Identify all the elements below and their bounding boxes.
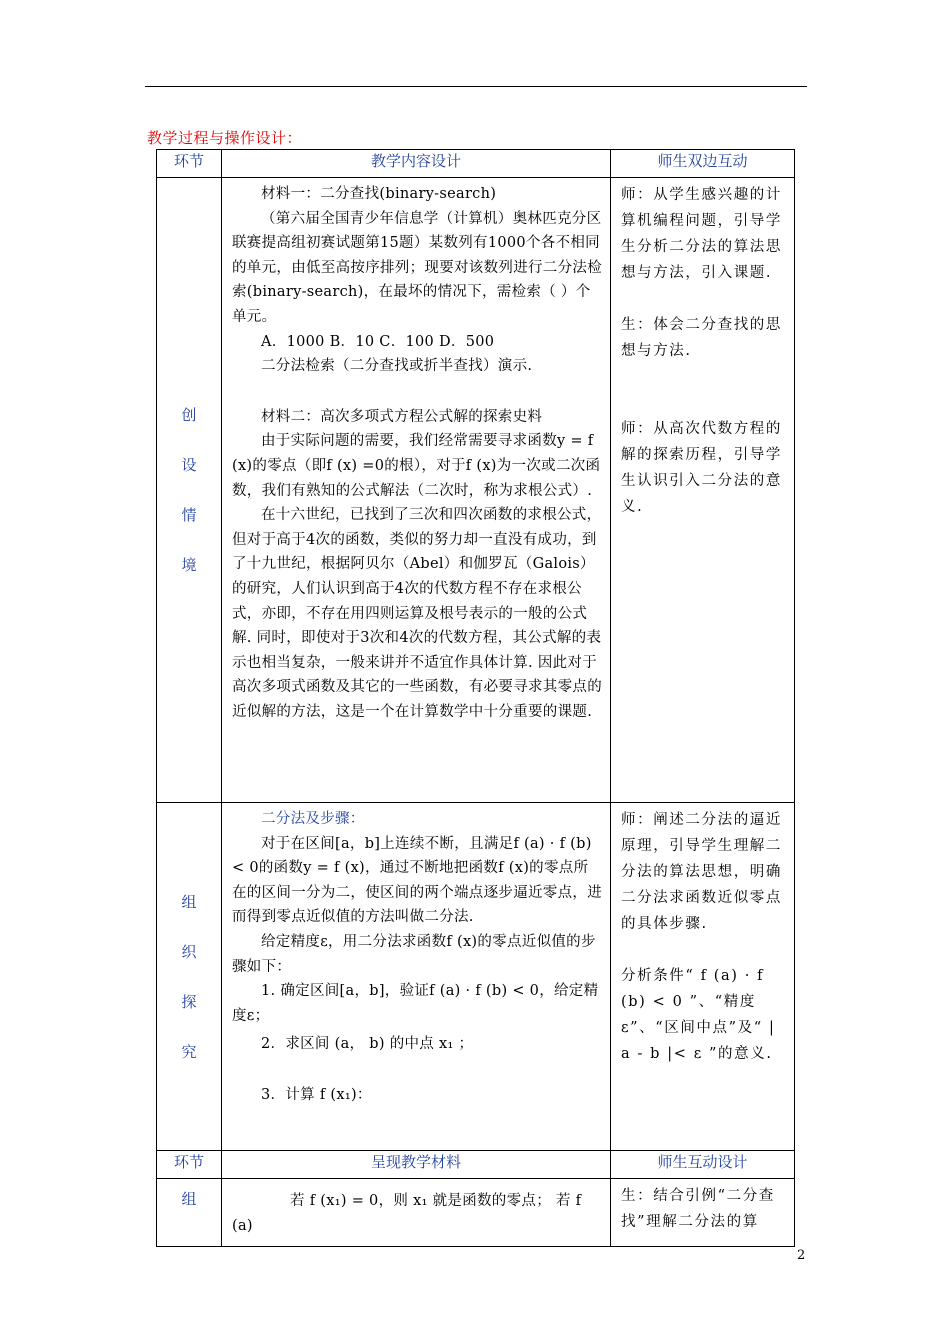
lesson-table	[156, 149, 795, 1247]
interaction-cell-3	[611, 1179, 795, 1247]
stage-char: 探	[181, 992, 197, 1011]
header2-interaction: 师生互动设计	[611, 1151, 795, 1179]
header-content: 教学内容设计	[222, 150, 611, 178]
page-number: 2	[797, 1248, 806, 1263]
bisection-steps-intro: 给定精度ε，用二分法求函数f (x)的零点近似值的步骤如下：	[232, 933, 596, 975]
material2-paragraph1: 由于实际问题的需要，我们经常需要寻求函数y = f (x)的零点（即f (x) =0的根），对于f (x)为一次或二次函数，我们有熟知的公式解法（二次时，称为求根公式）.	[232, 433, 601, 499]
stage-char: 境	[181, 556, 197, 574]
stage-cell-3	[157, 1179, 222, 1247]
step-3: 3．计算 f (x₁)：	[261, 1086, 372, 1103]
stage-char: 组	[181, 892, 197, 911]
stage-cell-2	[157, 803, 222, 1151]
step-1: 1. 确定区间[a，b]，验证f (a) · f (b) < 0，给定精度ε；	[232, 983, 599, 1024]
table-row-section1	[157, 178, 795, 803]
stage-char: 究	[181, 1042, 197, 1061]
header2-stage: 环节	[157, 1151, 222, 1179]
table-header-row-2	[157, 1151, 795, 1179]
material2-paragraph2: 在十六世纪，已找到了三次和四次函数的求根公式，但对于高于4次的函数，类似的努力却一直没有成功，到了十九世纪，根据阿贝尔（Abel）和伽罗瓦（Galois）的研究，人们认识到高于4次的代数方程不存在求根公式，亦即，不存在用四则运算及根号表示的一般的公式解. 同时，即使对于3次和4次的代数方程，其公式解的表示也相当复杂，一般来讲并不适宜作具体计算. 因此对于高次多项式函数及其它的一些函数，有必要寻求其零点的近似解的方法，这是一个在计算数学中十分重要的课题.	[232, 507, 602, 720]
interaction-cell-1	[611, 178, 795, 803]
bisection-definition: 对于在区间[a，b]上连续不断，且满足f (a) · f (b) < 0的函数y = f (x)，通过不断地把函数f (x)的零点所在的区间一分为二，使区间的两个端点逐步逼近零点，进而得到零点近似值的方法叫做二分法.	[232, 835, 602, 926]
interaction-analysis: 分析条件“ f (a) · f (b) < 0 ”、“精度ε”、“区间中点”及“ | a - b |< ε ”的意义.	[621, 968, 776, 1062]
header-rule	[145, 86, 807, 87]
stage-label-1	[157, 390, 221, 590]
header2-content: 呈现教学材料	[222, 1151, 611, 1179]
material1-demo: 二分法检索（二分查找或折半查找）演示.	[261, 358, 533, 375]
interaction-student-2: 生：结合引例“二分查找”理解二分法的算	[621, 1188, 775, 1230]
interaction-teacher-3: 师：阐述二分法的逼近原理，引导学生理解二分法的算法思想，明确二分法求函数近似零点的具体步骤.	[621, 812, 782, 932]
step-2: 2．求区间 (a， b) 的中点 x₁ ；	[261, 1036, 474, 1053]
material1-text: （第六届全国青少年信息学（计算机）奥林匹克分区联赛提高组初赛试题第15题）某数列有1000个各不相同的单元，由低至高按序排列；现要对该数列进行二分法检索(binary-search)，在最坏的情况下，需检索（ ）个单元。	[232, 210, 602, 325]
interaction-student-1: 生：体会二分查找的思想与方法.	[621, 317, 782, 359]
stage-label-2	[157, 877, 221, 1077]
bisection-title: 二分法及步骤：	[261, 811, 365, 827]
section3-content: 若 f (x₁) = 0，则 x₁ 就是函数的零点； 若 f (a)	[232, 1193, 582, 1234]
header-interaction: 师生双边互动	[611, 150, 795, 178]
stage-label-3: 组	[181, 1190, 197, 1208]
stage-char: 设	[181, 456, 197, 474]
section-heading: 教学过程与操作设计：	[147, 129, 303, 147]
interaction-teacher-2: 师：从高次代数方程的解的探索历程，引导学生认识引入二分法的意义.	[621, 421, 782, 515]
material2-title: 材料二：高次多项式方程公式解的探索史料	[261, 408, 543, 425]
content-cell-3	[222, 1179, 611, 1247]
table-row-section3	[157, 1179, 795, 1247]
material1-options: A．1000 B．10 C．100 D．500	[261, 333, 495, 350]
stage-char: 创	[181, 406, 197, 424]
content-cell-2	[222, 803, 611, 1151]
table-header-row	[157, 150, 795, 178]
stage-cell-1	[157, 178, 222, 803]
stage-char: 织	[181, 942, 197, 961]
stage-char: 情	[181, 506, 197, 524]
interaction-teacher-1: 师：从学生感兴趣的计算机编程问题，引导学生分析二分法的算法思想与方法，引入课题.	[621, 187, 782, 281]
interaction-cell-2	[611, 803, 795, 1151]
material1-title: 材料一：二分查找(binary-search)	[261, 186, 497, 202]
table-row-section2	[157, 803, 795, 1151]
header-stage: 环节	[157, 150, 222, 178]
content-cell-1	[222, 178, 611, 803]
